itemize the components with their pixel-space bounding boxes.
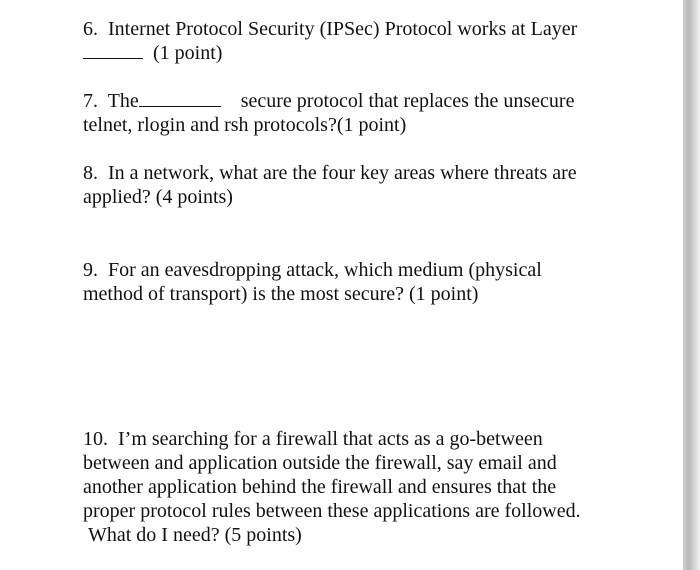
question-7 xyxy=(83,89,643,137)
answer-blank[interactable] xyxy=(139,89,221,107)
question-text: What do I need? (5 points) xyxy=(88,524,302,546)
question-points: (1 point) xyxy=(153,42,223,64)
question-number: 10. xyxy=(83,428,108,450)
question-text: Internet Protocol Security (IPSec) Protocol works at Layer xyxy=(108,18,578,40)
question-text: another application behind the firewall and ensures that the xyxy=(83,476,557,498)
question-text: In a network, what are the four key areas where threats are xyxy=(108,162,577,184)
question-8-line-2 xyxy=(83,185,643,209)
question-text: I’m searching for a firewall that acts as a go-between xyxy=(118,428,543,450)
question-number: 6. xyxy=(83,18,98,40)
question-10-line-4 xyxy=(83,499,643,523)
question-10-line-5 xyxy=(83,523,643,547)
question-text: between and application outside the firewall, say email and xyxy=(83,452,557,474)
question-text: applied? (4 points) xyxy=(83,186,233,208)
answer-blank[interactable] xyxy=(83,41,143,59)
question-text: For an eavesdropping attack, which medium (physical xyxy=(108,259,542,281)
question-number: 9. xyxy=(83,259,98,281)
question-8-line-1 xyxy=(83,161,643,185)
question-9-line-1 xyxy=(83,258,643,282)
question-8 xyxy=(83,161,643,209)
question-number: 8. xyxy=(83,162,98,184)
question-text: proper protocol rules between these applications are followed. xyxy=(83,500,581,522)
question-7-line-2 xyxy=(83,113,643,137)
question-text: The xyxy=(107,90,139,112)
question-9-line-2 xyxy=(83,282,643,306)
question-6 xyxy=(83,17,643,65)
question-6-line-1 xyxy=(83,17,643,41)
question-10 xyxy=(83,427,643,547)
question-text: method of transport) is the most secure? (1 point) xyxy=(83,283,479,305)
question-10-line-1 xyxy=(83,427,643,451)
question-10-line-3 xyxy=(83,475,643,499)
question-9 xyxy=(83,258,643,306)
question-7-line-1 xyxy=(83,89,643,113)
question-number: 7. xyxy=(83,90,98,112)
question-6-line-2 xyxy=(83,41,643,65)
page-edge-shadow xyxy=(683,0,700,570)
question-text: telnet, rlogin and rsh protocols?(1 point) xyxy=(83,114,407,136)
question-text: secure protocol that replaces the unsecure xyxy=(240,90,575,112)
question-10-line-2 xyxy=(83,451,643,475)
